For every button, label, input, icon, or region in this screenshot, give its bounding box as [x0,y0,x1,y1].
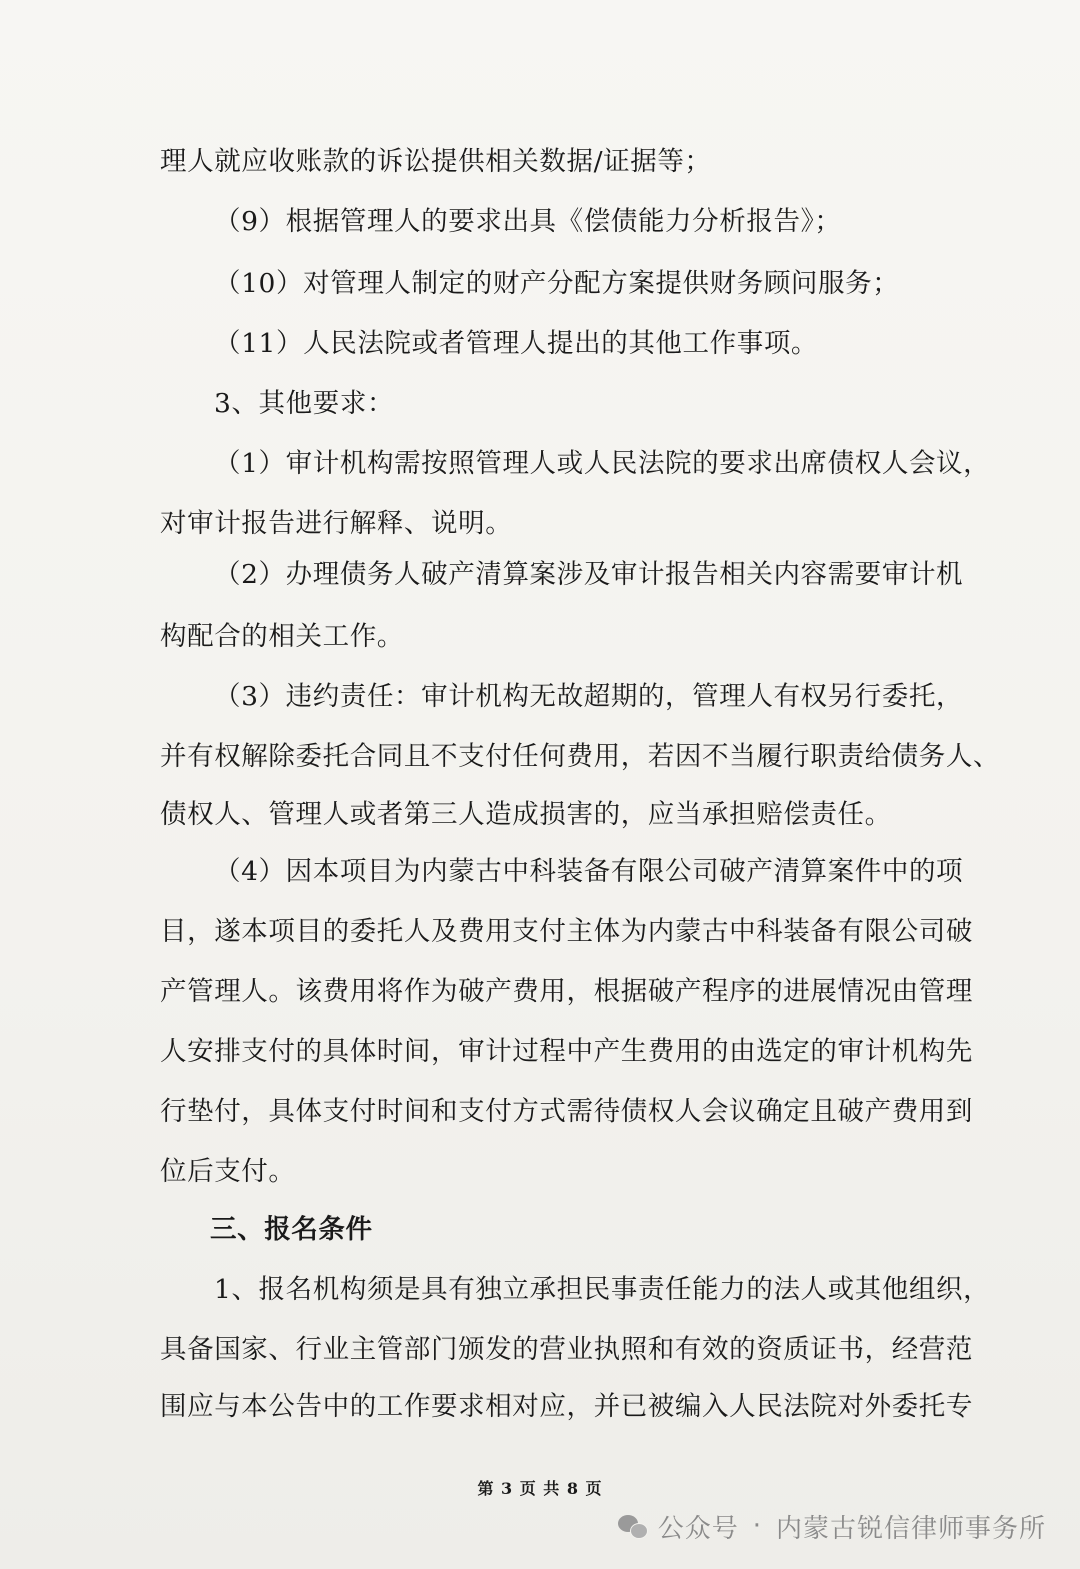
text-line: （4）因本项目为内蒙古中科装备有限公司破产清算案件中的项 [214,856,964,887]
text-line: 构配合的相关工作。 [160,621,404,652]
text-line: 对审计报告进行解释、说明。 [160,508,513,539]
text-line: （9）根据管理人的要求出具《偿债能力分析报告》； [214,206,842,237]
text-line: （2）办理债务人破产清算案涉及审计报告相关内容需要审计机 [214,559,964,590]
watermark-prefix: 公众号 [657,1513,739,1544]
text-line: 围应与本公告中的工作要求相对应，并已被编入人民法院对外委托专 [160,1391,973,1422]
wechat-icon [618,1513,648,1539]
text-line: 人安排支付的具体时间，审计过程中产生费用的由选定的审计机构先 [160,1036,973,1067]
text-line: 位后支付。 [160,1156,296,1187]
text-line: 并有权解除委托合同且不支付任何费用，若因不当履行职责给债务人、 [160,741,1001,772]
page-footer [0,1476,1080,1499]
text-line: 行垫付，具体支付时间和支付方式需待债权人会议确定且破产费用到 [160,1096,973,1127]
section-heading: 三、报名条件 [210,1214,373,1245]
text-line: （10）对管理人制定的财产分配方案提供财务顾问服务； [214,268,900,299]
watermark-name: 内蒙古锐信律师事务所 [775,1513,1046,1544]
text-line: （1）审计机构需按照管理人或人民法院的要求出席债权人会议， [214,448,991,479]
text-line: 理人就应收账款的诉讼提供相关数据/证据等； [160,146,712,177]
wechat-watermark [618,1508,1046,1544]
text-line: 债权人、管理人或者第三人造成损害的，应当承担赔偿责任。 [160,799,892,830]
text-line: 3、其他要求： [214,388,395,419]
text-line: 产管理人。该费用将作为破产费用，根据破产程序的进展情况由管理 [160,976,973,1007]
text-line: 具备国家、行业主管部门颁发的营业执照和有效的资质证书，经营范 [160,1334,973,1365]
text-line: 1、报名机构须是具有独立承担民事责任能力的法人或其他组织， [214,1274,991,1305]
page-number: 第 3 页 共 8 页 [477,1479,603,1498]
watermark-separator: · [752,1511,762,1541]
text-line: （3）违约责任：审计机构无故超期的，管理人有权另行委托， [214,681,964,712]
text-line: 目，遂本项目的委托人及费用支付主体为内蒙古中科装备有限公司破 [160,916,973,947]
text-line: （11）人民法院或者管理人提出的其他工作事项。 [214,328,819,359]
